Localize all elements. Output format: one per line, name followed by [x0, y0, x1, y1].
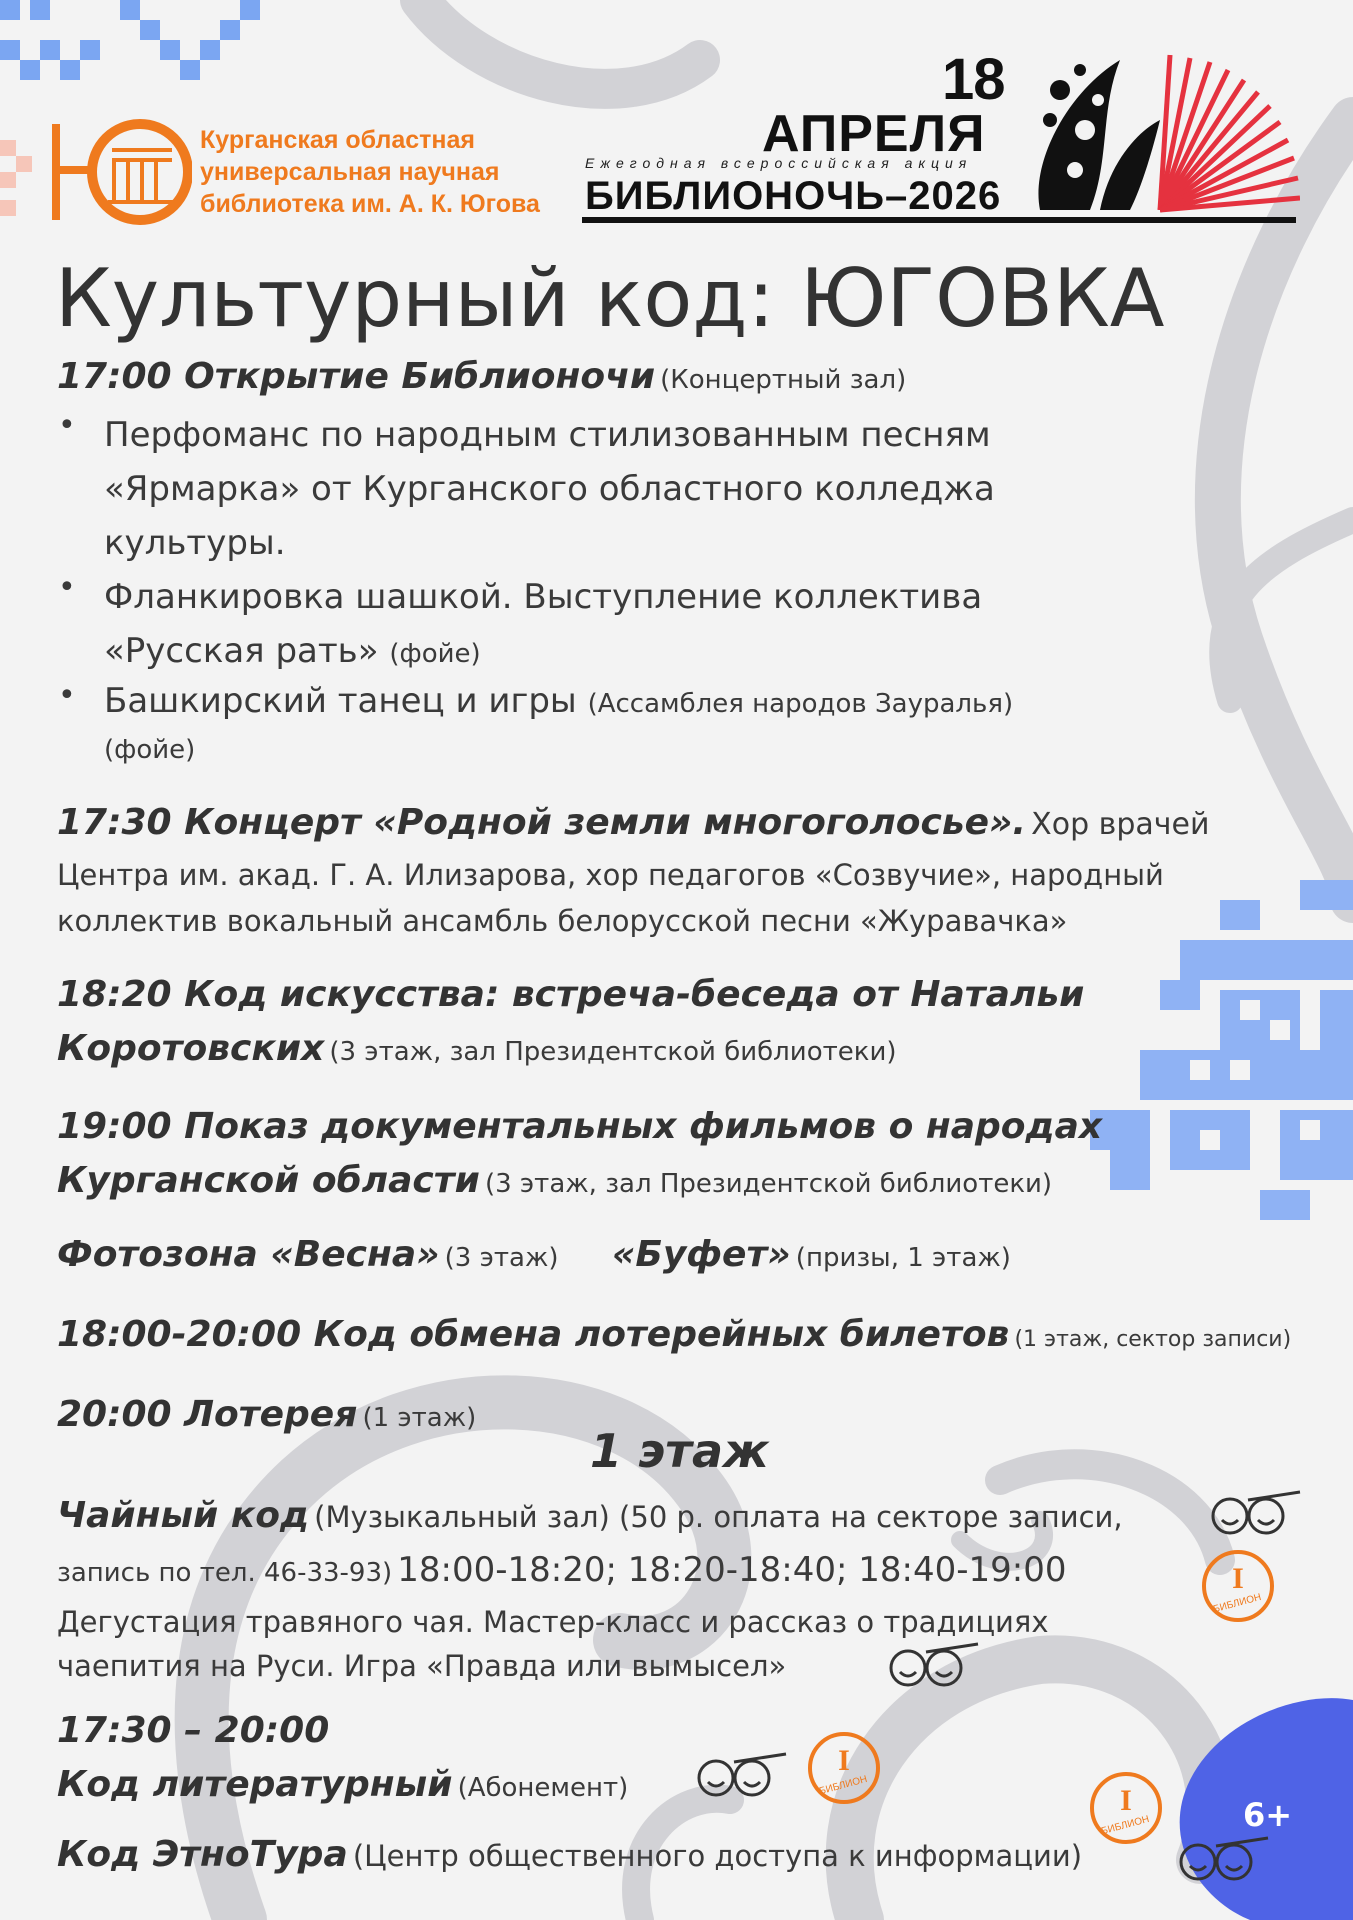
event-concert-line-1 [57, 800, 1209, 852]
event-art-talk [57, 968, 1084, 1082]
event-tea-desc-1: Дегустация травяного чая. Мастер-класс и рассказ о традициях [57, 1605, 1049, 1639]
event-lottery-exchange [57, 1314, 1291, 1355]
event-tea-line-2 [57, 1546, 1123, 1600]
biblion-badge-icon [806, 1730, 882, 1806]
event-photozone-title: Фотозона «Весна» [57, 1234, 440, 1275]
kids-icon [694, 1750, 790, 1800]
event-films-title-1: 19:00 Показ документальных фильмов о народах [57, 1106, 1103, 1147]
bullet-bashkir-title: Башкирский танец и игры [104, 681, 577, 721]
event-lottery [57, 1394, 476, 1435]
event-month: АПРЕЛЯ [762, 105, 986, 163]
event-buffet-place: (призы, 1 этаж) [795, 1243, 1011, 1273]
biblion-badge-icon [1088, 1770, 1164, 1846]
event-tea-title: Чайный код [57, 1495, 310, 1536]
biblion-badge [1088, 1770, 1164, 1850]
bullet-performance-line-2: «Ярмарка» от Курганского областного колледжа [104, 469, 995, 509]
kids-icon [1208, 1488, 1304, 1538]
event-literary-title: Код литературный [57, 1764, 453, 1805]
event-literary [57, 1704, 628, 1818]
event-lottery-exchange-title: 18:00-20:00 Код обмена лотерейных билетов [57, 1314, 1010, 1355]
biblion-letter: I [838, 1744, 850, 1777]
event-films-line-2 [57, 1154, 1102, 1214]
event-concert-title: 17:30 Концерт «Родной земли многоголосье». [57, 802, 1027, 843]
event-lottery-place: (1 этаж) [362, 1403, 477, 1433]
event-ethnotour [57, 1834, 1082, 1875]
library-name-line-3: библиотека им. А. К. Югова [200, 190, 540, 218]
bullet-flanking-line-1: Фланкировка шашкой. Выступление коллектива [104, 577, 983, 617]
biblion-label: БИБЛИОН [1212, 1591, 1263, 1616]
biblion-badge-icon [1200, 1548, 1276, 1624]
event-opening [57, 356, 906, 397]
event-lottery-title: 20:00 Лотерея [57, 1394, 358, 1435]
event-concert-desc-3: коллектив вокальный ансамбль белорусской песни «Журавачка» [57, 904, 1068, 938]
bullet-marker: • [58, 408, 76, 443]
event-films-title-2: Курганской области [57, 1160, 480, 1201]
biblionight-emblem-icon [1030, 50, 1300, 220]
event-literary-time: 17:30 – 20:00 [57, 1710, 330, 1751]
event-buffet-title: «Буфет» [612, 1234, 791, 1275]
event-tea-desc-2: чаепития на Руси. Игра «Правда или вымысел» [57, 1649, 787, 1683]
library-name-line-2: универсальная научная [200, 158, 500, 186]
bullet-marker: • [58, 570, 76, 605]
event-tea-place: (Музыкальный зал) (50 р. оплата на секторе записи, [314, 1500, 1123, 1534]
bullet-flanking-place: (фойе) [389, 639, 481, 669]
event-tea-line-1 [57, 1492, 1123, 1546]
bullet-flanking-group: «Русская рать» [104, 631, 379, 671]
event-literary-line-2 [57, 1758, 628, 1818]
bullet-performance-line-1: Перфоманс по народным стилизованным песням [104, 415, 991, 455]
annual-action-label: Ежегодная всероссийская акция [585, 155, 973, 171]
event-photozone [57, 1234, 559, 1275]
bullet-bashkir [104, 678, 1013, 773]
biblion-badge [806, 1730, 882, 1810]
biblion-label: БИБЛИОН [1100, 1813, 1151, 1838]
event-ethnotour-place: (Центр общественного доступа к информации) [352, 1839, 1083, 1873]
bullet-marker: • [58, 678, 76, 713]
event-name: БИБЛИОНОЧЬ–2026 [585, 174, 1002, 218]
bullet-flanking [104, 570, 982, 681]
biblion-badge [1200, 1548, 1276, 1628]
kids-icon [1176, 1834, 1272, 1884]
bullet-bashkir-line-1 [104, 678, 1013, 727]
event-art-title-2: Коротовских [57, 1028, 325, 1069]
library-name [200, 124, 540, 220]
bullet-performance [104, 408, 995, 570]
page-title: Культурный код: ЮГОВКА [55, 252, 1165, 345]
event-art-line-2 [57, 1022, 1084, 1082]
biblion-label: БИБЛИОН [818, 1773, 869, 1798]
event-art-title-1: 18:20 Код искусства: встреча-беседа от Натальи [57, 974, 1085, 1015]
floor-heading: 1 этаж [590, 1424, 769, 1478]
bullet-bashkir-place-2: (фойе) [104, 735, 196, 765]
bullet-flanking-line-2 [104, 624, 982, 681]
event-concert [57, 800, 1209, 944]
event-opening-place: (Концертный зал) [660, 365, 907, 395]
event-films [57, 1100, 1102, 1214]
age-rating-badge: 6+ [1243, 1796, 1293, 1834]
biblion-letter: I [1120, 1784, 1132, 1817]
event-photozone-place: (3 этаж) [444, 1243, 559, 1273]
event-literary-place: (Абонемент) [457, 1773, 629, 1803]
biblion-letter: I [1232, 1562, 1244, 1595]
event-day: 18 [942, 47, 1005, 112]
library-name-line-1: Курганская областная [200, 126, 475, 154]
event-art-place: (3 этаж, зал Президентской библиотеки) [329, 1037, 897, 1067]
event-ethnotour-title: Код ЭтноТура [57, 1834, 348, 1875]
kids-icon [886, 1640, 982, 1690]
event-lottery-exchange-place: (1 этаж, сектор записи) [1014, 1327, 1292, 1352]
event-buffet [612, 1234, 1011, 1275]
bullet-performance-line-3: культуры. [104, 523, 286, 563]
library-logo-icon [52, 116, 192, 228]
event-films-place: (3 этаж, зал Президентской библиотеки) [484, 1169, 1053, 1199]
event-tea-signup: запись по тел. 46-33-93) [57, 1558, 393, 1588]
bullet-bashkir-place: (Ассамблея народов Зауралья) [587, 689, 1014, 719]
event-tea-times: 18:00-18:20; 18:20-18:40; 18:40-19:00 [397, 1550, 1067, 1590]
event-opening-title: 17:00 Открытие Библионочи [57, 356, 656, 397]
event-concert-desc-2: Центра им. акад. Г. А. Илизарова, хор педагогов «Созвучие», народный [57, 858, 1164, 892]
event-concert-desc-1: Хор врачей [1031, 807, 1210, 842]
